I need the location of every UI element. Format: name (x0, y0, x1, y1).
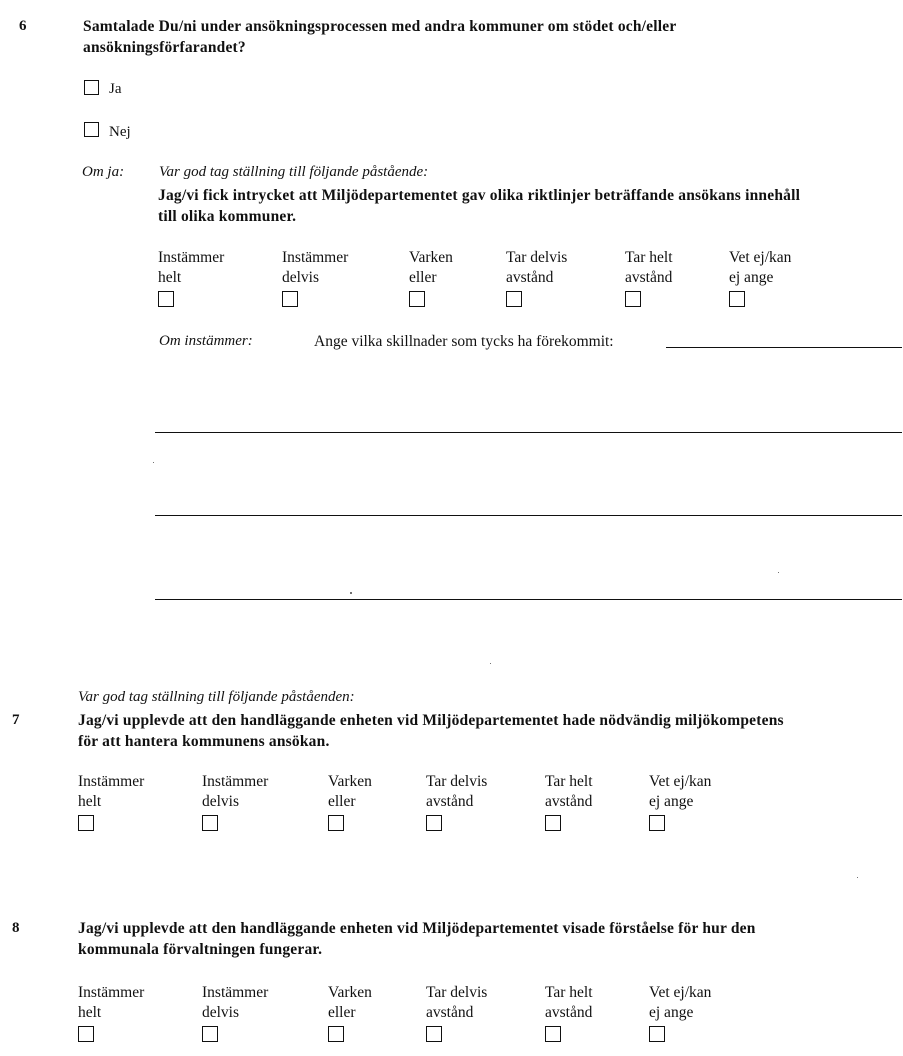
q6-scale-option-2-label: Instämmer delvis (282, 249, 349, 286)
q6-scale-option-2-checkbox[interactable] (282, 291, 298, 307)
q8-scale-option-3-checkbox[interactable] (328, 1026, 344, 1042)
q6-scale-option-1 (158, 248, 224, 307)
q6-scale-option-3 (409, 248, 453, 307)
answer-line-2[interactable] (155, 432, 902, 433)
q7-scale-option-5-checkbox[interactable] (545, 815, 561, 831)
q6-scale-option-6-checkbox[interactable] (729, 291, 745, 307)
q7-scale-option-2 (202, 772, 268, 831)
q6-if-yes-label: Om ja: (82, 164, 125, 180)
q7-scale-option-5 (545, 772, 593, 831)
q6-scale-option-3-label: Varken eller (409, 249, 453, 286)
question-7-text (78, 710, 784, 752)
q8-scale-option-1 (78, 983, 144, 1042)
q8-scale-option-5-label: Tar helt avstånd (545, 984, 593, 1021)
q7-scale-option-1-label: Instämmer helt (78, 773, 145, 810)
q8-scale-option-6-checkbox[interactable] (649, 1026, 665, 1042)
scan-speck (153, 462, 154, 463)
q6-scale-option-5-checkbox[interactable] (625, 291, 641, 307)
answer-line-4[interactable] (155, 599, 902, 600)
q8-scale-option-4 (426, 983, 487, 1042)
q6-no-checkbox[interactable] (84, 122, 99, 137)
scan-speck (778, 572, 779, 573)
q7-scale-option-2-checkbox[interactable] (202, 815, 218, 831)
q6-scale-option-1-checkbox[interactable] (158, 291, 174, 307)
q8-scale-option-4-label: Tar delvis avstånd (426, 984, 488, 1021)
q6-yes-checkbox[interactable] (84, 80, 99, 95)
question-8-number: 8 (12, 920, 20, 936)
q6-if-agree-prompt: Ange vilka skillnader som tycks ha förekommit: (314, 333, 614, 350)
q6-scale-option-4 (506, 248, 567, 307)
q6-statement (158, 185, 800, 227)
q7-scale-option-1-checkbox[interactable] (78, 815, 94, 831)
q8-scale-option-6 (649, 983, 711, 1042)
q7-scale-option-4-label: Tar delvis avstånd (426, 773, 488, 810)
answer-line-3[interactable] (155, 515, 902, 516)
q7-scale-option-5-label: Tar helt avstånd (545, 773, 593, 810)
q6-scale-option-4-label: Tar delvis avstånd (506, 249, 568, 286)
q6-scale-option-2 (282, 248, 348, 307)
q8-scale-option-2-label: Instämmer delvis (202, 984, 269, 1021)
q8-scale-option-3 (328, 983, 372, 1042)
q7-scale-option-3 (328, 772, 372, 831)
q7-scale-option-1 (78, 772, 144, 831)
q7-scale-option-3-checkbox[interactable] (328, 815, 344, 831)
q6-scale-option-6-label: Vet ej/kan ej ange (729, 249, 792, 286)
q7-scale-option-2-label: Instämmer delvis (202, 773, 269, 810)
q6-scale-option-1-label: Instämmer helt (158, 249, 225, 286)
scan-speck (857, 877, 858, 878)
q8-scale-option-1-checkbox[interactable] (78, 1026, 94, 1042)
q8-scale-option-4-checkbox[interactable] (426, 1026, 442, 1042)
q6-instruction: Var god tag ställning till följande påstående: (159, 164, 429, 180)
scan-speck (350, 592, 352, 594)
q8-scale-option-2-checkbox[interactable] (202, 1026, 218, 1042)
q6-scale-option-6 (729, 248, 791, 307)
q8-scale-option-3-label: Varken eller (328, 984, 372, 1021)
q8-scale-option-1-label: Instämmer helt (78, 984, 145, 1021)
q6-scale-option-4-checkbox[interactable] (506, 291, 522, 307)
question-8-text-line1: Jag/vi upplevde att den handläggande enheten vid Miljödepartementet visade förståelse för hur den (78, 920, 756, 937)
q7-scale-option-4-checkbox[interactable] (426, 815, 442, 831)
question-7-text-line1: Jag/vi upplevde att den handläggande enheten vid Miljödepartementet hade nödvändig miljökompetens (78, 712, 784, 729)
q8-scale-option-5 (545, 983, 593, 1042)
question-8-text (78, 918, 756, 960)
q8-scale-option-5-checkbox[interactable] (545, 1026, 561, 1042)
q7-scale-option-3-label: Varken eller (328, 773, 372, 810)
q8-scale-option-2 (202, 983, 268, 1042)
q6-yes-label: Ja (109, 81, 122, 97)
scan-speck (490, 663, 491, 664)
question-6-number: 6 (19, 18, 27, 34)
q6-scale-option-5-label: Tar helt avstånd (625, 249, 673, 286)
question-6-text-line1: Samtalade Du/ni under ansökningsprocessen med andra kommuner om stödet och/eller (83, 18, 677, 35)
q6-statement-line2: till olika kommuner. (158, 208, 297, 225)
q8-scale-option-6-label: Vet ej/kan ej ange (649, 984, 712, 1021)
q6-scale-option-3-checkbox[interactable] (409, 291, 425, 307)
q7-instruction: Var god tag ställning till följande påståenden: (78, 689, 355, 705)
q6-statement-line1: Jag/vi fick intrycket att Miljödepartementet gav olika riktlinjer beträffande ansökans innehåll (158, 187, 801, 204)
q7-scale-option-6-checkbox[interactable] (649, 815, 665, 831)
q7-scale-option-6 (649, 772, 711, 831)
question-8-text-line2: kommunala förvaltningen fungerar. (78, 941, 323, 958)
question-6-text-line2: ansökningsförfarandet? (83, 39, 246, 56)
answer-line-1[interactable] (666, 347, 902, 348)
question-7-text-line2: för att hantera kommunens ansökan. (78, 733, 330, 750)
question-6-text (83, 16, 676, 58)
q6-if-agree-label: Om instämmer: (159, 333, 253, 349)
q7-scale-option-4 (426, 772, 487, 831)
q6-no-label: Nej (109, 124, 131, 140)
q7-scale-option-6-label: Vet ej/kan ej ange (649, 773, 712, 810)
question-7-number: 7 (12, 712, 20, 728)
q6-scale-option-5 (625, 248, 673, 307)
